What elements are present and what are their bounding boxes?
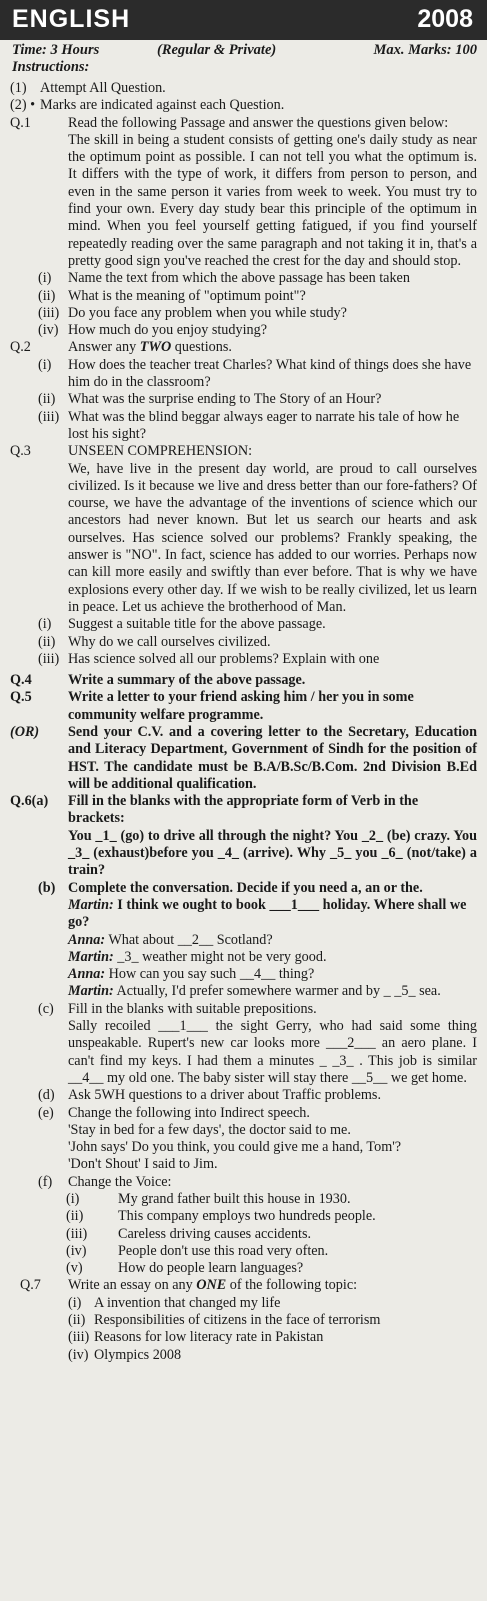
question-label: Q.3 <box>10 443 31 460</box>
sub-question: (iv) How much do you enjoy studying? <box>38 322 267 339</box>
question-6d: (d) Ask 5WH questions to a driver about Traffic problems. <box>38 1087 382 1104</box>
question-intro: Read the following Passage and answer the questions given below: <box>68 114 449 131</box>
sub-question: (ii) What was the surprise ending to The Story of an Hour? <box>38 391 382 408</box>
conversation-line: Anna: How can you say such __4__ thing? <box>68 966 315 983</box>
sub-question: (iii) What was the blind beggar always eager to narrate his tale of how he lost his sight? <box>38 408 460 442</box>
instruction-number: (2) • <box>10 97 36 114</box>
conversation-line: Anna: What about __2__ Scotland? <box>68 931 273 948</box>
sub-question: (iii) Do you face any problem when you while study? <box>38 304 347 321</box>
question-paper <box>10 80 477 1364</box>
question-5: Q.5 Write a letter to your friend asking him / her you in some community welfare programme. <box>10 689 414 723</box>
voice-item: (v) How do people learn languages? <box>66 1260 304 1277</box>
question-6f: (f) Change the Voice: <box>38 1173 172 1190</box>
exam-year: 2008 <box>417 5 473 33</box>
passage: We, have live in the present day world, are proud to call ourselves civilized. Is it because we live and dress better than our fore-fathers? Of course, we have the advantage of the inventions of science which our ancestors had never known. But let us search our hearts and ask ourselves. Has science solved our problems? Frankly speaking, the answer is "NO". In fact, science has added to our worries. Perhaps now can kill more easily and swiftly than ever before. That is why we have explosions every other day. If we wish to be really civilized, let us learn in peace. Let us achieve the brotherhood of Man. <box>68 460 477 615</box>
question-4: Q.4 Write a summary of the above passage. <box>10 672 306 689</box>
sub-question: (i) Suggest a suitable title for the above passage. <box>38 616 326 633</box>
question-or: (OR) Send your C.V. and a covering letter to the Secretary, Education and Literacy Department, Government of Sindh for the position of HST. The candidate must be B.A/B.Sc/B.Com. 2nd Division B.Ed will be additional qualification. <box>10 723 477 792</box>
voice-item: (iv) People don't use this road very often. <box>66 1242 329 1259</box>
essay-topic: (iv) Olympics 2008 <box>68 1346 182 1363</box>
exam-type: (Regular & Private) <box>157 42 277 58</box>
subject-title: ENGLISH <box>12 5 131 33</box>
voice-item: (iii) Careless driving causes accidents. <box>66 1225 312 1242</box>
instructions-heading: Instructions: <box>12 59 90 75</box>
passage: The skill in being a student consists of getting one's daily study as near the optimum point as possible. I can not tell you what the optimum is. It differs with the type of work, it differs from person to person, and even in the same person it varies from week to week. You must try to find your own. Every day study bear this principle of the optimum in mind. When you feel yourself getting fatigued, if you find yourself repeatedly reading over the same paragraph and not taking it in, that's a pretty good sign you've reached the crest for the day and should stop. <box>68 131 477 269</box>
instruction-number: (1) <box>10 80 27 96</box>
exam-meta <box>12 42 477 76</box>
essay-topic: (iii) Reasons for low literacy rate in Pakistan <box>68 1329 324 1346</box>
question-6e: (e) Change the following into Indirect speech. 'Stay in bed for a few days', the doctor said to me. 'John says' Do you think, you could give me a hand, Tom'? 'Don't Shout' I said to Jim. <box>38 1104 402 1173</box>
voice-item: (i) My grand father built this house in 1930. <box>66 1191 351 1207</box>
sub-question: (ii) What is the meaning of "optimum point"? <box>38 287 306 304</box>
conversation <box>10 897 477 1001</box>
essay-topic: (i) A invention that changed my life <box>68 1294 281 1311</box>
sub-question: (i) Name the text from which the above passage has been taken <box>38 270 410 287</box>
question-1 <box>10 115 477 271</box>
conversation-line: Martin: I think we ought to book ___1___ holiday. Where shall we go? <box>68 896 467 931</box>
question-3 <box>10 443 477 616</box>
question-6b: (b) Complete the conversation. Decide if you need a, an or the. <box>38 879 423 896</box>
conversation-line: Martin: _3_ weather might not be very good. <box>68 948 327 965</box>
conversation-line: Martin: Actually, I'd prefer somewhere warmer and by _ _5_ sea. <box>68 983 441 1000</box>
sub-question: (i) How does the teacher treat Charles? What kind of things does she have him do in the classroom? <box>38 356 472 391</box>
voice-item: (ii) This company employs two hundreds people. <box>66 1208 376 1225</box>
instruction-text: Attempt All Question. <box>40 80 166 96</box>
question-7: Q.7 Write an essay on any ONE of the following topic: <box>20 1277 358 1294</box>
sub-question: (ii) Why do we call ourselves civilized. <box>38 633 271 650</box>
instruction-text: Marks are indicated against each Question. <box>40 97 285 114</box>
question-label: Q.1 <box>10 114 31 131</box>
sub-question: (iii) Has science solved all our problems? Explain with one <box>38 650 380 667</box>
question-6c: (c) Fill in the blanks with suitable prepositions. Sally recoiled ___1___ the sight Gerry, who had said some thing unspeakable. Rupert's new car looks more ___2___ an aero plane. I can't find my keys. I had them a minutes _ _3_ . This job is similar __4__ my old one. The baby sister will stay there __5__ we get home. <box>38 1000 477 1086</box>
question-6a: Q.6(a) Fill in the blanks with the appropriate form of Verb in the brackets: You _1_ (go) to drive all through the night? You _2_ (be) crazy. You _3_ (exhaust)before you _4_ (arrive). Why _5_ you _6_ (not/take) a train? <box>10 793 477 879</box>
instruction-item <box>10 80 477 97</box>
instruction-item <box>10 97 477 114</box>
question-intro: UNSEEN COMPREHENSION: <box>68 443 253 460</box>
question-label: Q.2 <box>10 339 31 356</box>
time-label: Time: 3 Hours <box>12 42 100 58</box>
essay-topic: (ii) Responsibilities of citizens in the face of terrorism <box>68 1312 381 1329</box>
max-marks: Max. Marks: 100 <box>373 42 477 58</box>
exam-header <box>0 0 487 40</box>
question-2: Q.2 Answer any TWO questions. <box>10 339 232 356</box>
